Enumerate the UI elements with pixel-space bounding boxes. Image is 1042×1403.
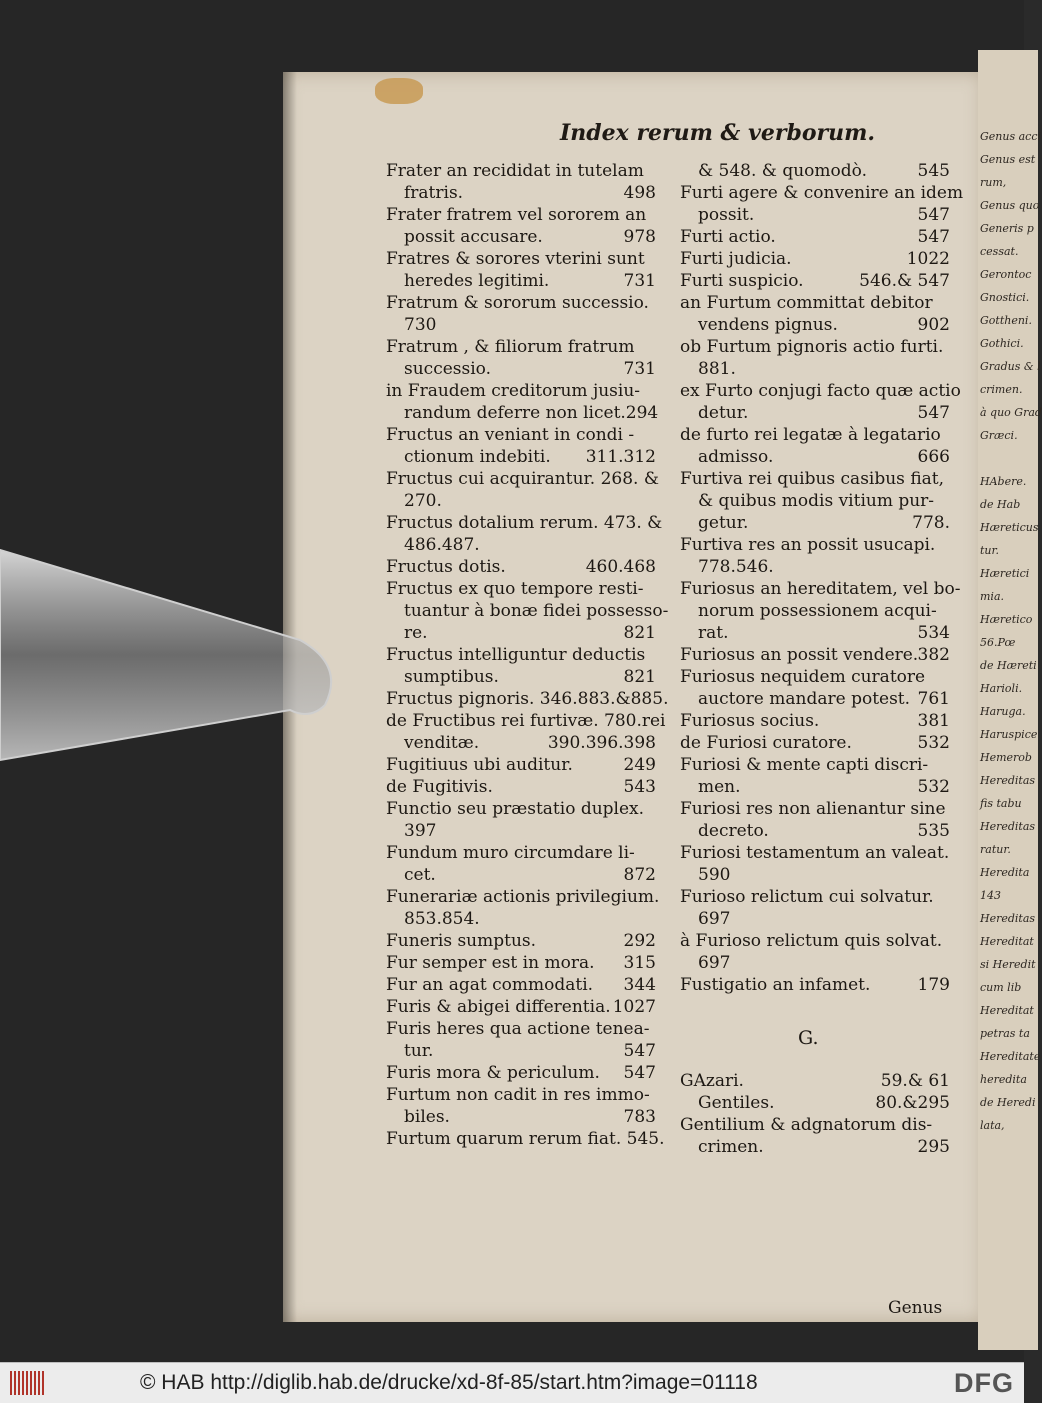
- index-entry: [386, 556, 656, 578]
- index-entry: [386, 732, 656, 754]
- index-entry: [386, 1106, 656, 1128]
- entry-text: 730: [404, 315, 437, 335]
- index-entry: [386, 864, 656, 886]
- entry-text: fratris.: [404, 183, 464, 203]
- entry-text: Furti actio.: [680, 227, 776, 247]
- index-entry: [680, 908, 950, 930]
- index-entry: [680, 270, 950, 292]
- entry-text: Frater an recididat in tutelam: [386, 161, 644, 181]
- entry-text: Fugitiuus ubi auditur.: [386, 755, 573, 775]
- index-column-left: [386, 160, 669, 1150]
- entry-page-ref: 498: [623, 183, 656, 203]
- index-entry: [386, 820, 656, 842]
- index-entry: [386, 512, 663, 534]
- entry-page-ref: 872: [623, 865, 656, 885]
- entry-text: Furti judicia.: [680, 249, 792, 269]
- entry-page-ref: 666: [917, 447, 950, 467]
- entry-page-ref: 381: [917, 711, 950, 731]
- index-entry: [680, 402, 950, 424]
- index-entry: [680, 446, 950, 468]
- entry-text: venditæ.: [404, 733, 480, 753]
- entry-text: Furis heres qua actione tenea-: [386, 1019, 650, 1039]
- facing-page-fragment: ratur.: [980, 843, 1011, 856]
- facing-page-fragment: HAbere.: [980, 475, 1027, 488]
- index-entry: [680, 336, 950, 358]
- entry-text: GAzari.: [680, 1071, 744, 1091]
- index-entry: [680, 556, 950, 578]
- hab-barcode-icon: [10, 1371, 44, 1395]
- index-column-right: [680, 160, 964, 996]
- index-entry: [680, 754, 950, 776]
- index-entry: [386, 204, 656, 226]
- index-entry: [386, 930, 656, 952]
- index-entry: [680, 358, 950, 380]
- facing-page-fragment: cum lib: [980, 981, 1022, 994]
- index-entry: [680, 842, 950, 864]
- index-entry: [386, 644, 656, 666]
- entry-text: de Fructibus rei furtivæ. 780.rei: [386, 711, 666, 731]
- index-entry: [386, 314, 656, 336]
- facing-page-fragment: heredita: [980, 1073, 1027, 1086]
- entry-text: Furti suspicio.: [680, 271, 804, 291]
- entry-text: Furti agere & convenire an idem: [680, 183, 964, 203]
- entry-text: cet.: [404, 865, 436, 885]
- entry-text: Furiosi testamentum an valeat.: [680, 843, 950, 863]
- entry-page-ref: 783: [623, 1107, 656, 1127]
- entry-text: Furtum non cadit in res immo-: [386, 1085, 650, 1105]
- facing-page-fragment: Gothici.: [980, 337, 1024, 350]
- entry-text: Fructus dotalium rerum. 473. &: [386, 513, 663, 533]
- index-entry: [386, 688, 669, 710]
- entry-text: men.: [698, 777, 741, 797]
- index-entry: [386, 600, 669, 622]
- facing-page-fragment: Græci.: [980, 429, 1018, 442]
- index-entry: [386, 578, 656, 600]
- index-entry: [386, 446, 656, 468]
- index-entry: [680, 424, 950, 446]
- entry-page-ref: 731: [623, 359, 656, 379]
- entry-text: decreto.: [698, 821, 769, 841]
- index-entry: [680, 776, 950, 798]
- entry-text: Gentilium & adgnatorum dis-: [680, 1115, 933, 1135]
- entry-page-ref: 1022: [906, 249, 950, 269]
- facing-page-fragment: Generis p: [980, 222, 1034, 235]
- entry-text: 778.546.: [698, 557, 774, 577]
- entry-text: possit accusare.: [404, 227, 543, 247]
- facing-page-fragment: Harioli.: [980, 682, 1023, 695]
- facing-page-fragment: de Heredi: [980, 1096, 1036, 1109]
- entry-page-ref: 80.&295: [875, 1093, 950, 1113]
- entry-text: Fructus dotis.: [386, 557, 506, 577]
- entry-page-ref: 292: [623, 931, 656, 951]
- entry-text: heredes legitimi.: [404, 271, 550, 291]
- entry-page-ref: 547: [623, 1063, 656, 1083]
- facing-page-fragment: Hereditas: [980, 774, 1036, 787]
- entry-text: Fructus cui acquirantur. 268. &: [386, 469, 659, 489]
- index-entry: [386, 468, 659, 490]
- facing-page-fragment: lata,: [980, 1119, 1005, 1132]
- entry-text: getur.: [698, 513, 749, 533]
- entry-text: norum possessionem acqui-: [698, 601, 937, 621]
- facing-page-fragment: Hereditat: [980, 1004, 1034, 1017]
- index-entry: [680, 820, 950, 842]
- facing-page-edge: [978, 50, 1042, 1350]
- entry-text: Fratrum , & filiorum fratrum: [386, 337, 635, 357]
- entry-page-ref: 547: [917, 227, 950, 247]
- entry-page-ref: 545: [917, 161, 950, 181]
- entry-text: Furtiva rei quibus casibus fiat,: [680, 469, 945, 489]
- facing-page-fragment: Hæretico: [980, 613, 1033, 626]
- index-entry: [680, 600, 950, 622]
- facing-page-fragment: Genus acci: [980, 130, 1042, 143]
- entry-text: Furiosi res non alienantur sine: [680, 799, 946, 819]
- facing-page-fragment: Hereditas: [980, 820, 1036, 833]
- entry-text: Fructus ex quo tempore resti-: [386, 579, 644, 599]
- index-entry: [386, 908, 656, 930]
- entry-text: sumptibus.: [404, 667, 499, 687]
- entry-text: Furiosi & mente capti discri-: [680, 755, 929, 775]
- index-entry: [680, 226, 950, 248]
- entry-page-ref: 778.: [912, 513, 950, 533]
- index-entry: [680, 886, 950, 908]
- index-entry: [680, 468, 950, 490]
- entry-text: successio.: [404, 359, 492, 379]
- index-entry: [386, 952, 656, 974]
- entry-page-ref: 344: [623, 975, 656, 995]
- facing-page-fragment: Hereditas: [980, 912, 1036, 925]
- entry-text: 397: [404, 821, 437, 841]
- index-entry: [680, 182, 964, 204]
- entry-text: Fructus pignoris. 346.883.&885.: [386, 689, 669, 709]
- entry-text: Furis mora & periculum.: [386, 1063, 600, 1083]
- entry-text: Fur semper est in mora.: [386, 953, 595, 973]
- entry-text: an Furtum committat debitor: [680, 293, 933, 313]
- index-entry: [386, 996, 656, 1018]
- index-entry: [386, 534, 656, 556]
- entry-page-ref: 543: [623, 777, 656, 797]
- catchword: Genus: [888, 1298, 943, 1318]
- index-entry: [386, 1128, 665, 1150]
- facing-page-fragment: à quo Grad: [980, 406, 1042, 419]
- index-entry: [386, 886, 660, 908]
- entry-text: tur.: [404, 1041, 434, 1061]
- entry-text: 853.854.: [404, 909, 480, 929]
- facing-page-fragment: Gerontoc: [980, 268, 1032, 281]
- facing-page-fragment: 56.Pœ: [980, 636, 1016, 649]
- entry-text: Furioso relictum cui solvatur.: [680, 887, 934, 907]
- entry-text: possit.: [698, 205, 755, 225]
- index-entry: [680, 622, 950, 644]
- entry-text: Furiosus an hereditatem, vel bo-: [680, 579, 961, 599]
- index-entry: [680, 952, 950, 974]
- entry-page-ref: 978: [623, 227, 656, 247]
- facing-page-fragment: Hemerob: [980, 751, 1032, 764]
- entry-text: Furiosus an possit vendere.: [680, 645, 919, 665]
- index-entry: [386, 798, 656, 820]
- index-entry: [386, 1084, 656, 1106]
- entry-text: admisso.: [698, 447, 774, 467]
- facing-page-fragment: de Hæreti: [980, 659, 1037, 672]
- facing-page-fragment: Haruga.: [980, 705, 1026, 718]
- entry-page-ref: 546.& 547: [859, 271, 950, 291]
- entry-text: de Fugitivis.: [386, 777, 493, 797]
- entry-text: à Furioso relictum quis solvat.: [680, 931, 943, 951]
- index-entry: [680, 1136, 950, 1158]
- entry-text: Funeris sumptus.: [386, 931, 537, 951]
- index-entry: [386, 666, 656, 688]
- index-entry: [680, 732, 950, 754]
- entry-text: tuantur à bonæ fidei possesso-: [404, 601, 669, 621]
- index-entry: [680, 930, 950, 952]
- paper-stain: [375, 78, 423, 104]
- entry-text: vendens pignus.: [698, 315, 838, 335]
- entry-page-ref: 460.468: [585, 557, 656, 577]
- facing-page-fragment: petras ta: [980, 1027, 1030, 1040]
- entry-page-ref: 382: [917, 645, 950, 665]
- index-entry: [386, 160, 656, 182]
- entry-text: ctionum indebiti.: [404, 447, 551, 467]
- entry-text: in Fraudem creditorum jusiu-: [386, 381, 641, 401]
- entry-text: 697: [698, 909, 731, 929]
- index-entry: [386, 974, 656, 996]
- index-entry: [386, 424, 656, 446]
- index-entry: [386, 336, 656, 358]
- entry-text: 881.: [698, 359, 736, 379]
- index-entry: [680, 1092, 950, 1114]
- index-entry: [386, 226, 656, 248]
- entry-text: Fundum muro circumdare li-: [386, 843, 635, 863]
- index-entry: [680, 710, 950, 732]
- index-entry: [680, 578, 961, 600]
- index-entry: [386, 402, 659, 424]
- index-entry: [386, 270, 656, 292]
- entry-text: crimen.: [698, 1137, 764, 1157]
- index-g-entries: [680, 1070, 950, 1158]
- index-entry: [680, 292, 950, 314]
- index-entry: [680, 974, 950, 996]
- entry-text: ex Furto conjugi facto quæ actio: [680, 381, 961, 401]
- entry-text: biles.: [404, 1107, 450, 1127]
- entry-text: Frater fratrem vel sororem an: [386, 205, 647, 225]
- index-entry: [386, 776, 656, 798]
- entry-page-ref: 390.396.398: [547, 733, 656, 753]
- running-header: Index rerum & verborum.: [560, 120, 876, 146]
- index-entry: [680, 380, 961, 402]
- entry-page-ref: 902: [917, 315, 950, 335]
- index-entry: [386, 622, 656, 644]
- entry-page-ref: 295: [917, 1137, 950, 1157]
- entry-page-ref: 547: [623, 1041, 656, 1061]
- entry-page-ref: 761: [917, 689, 950, 709]
- entry-text: rat.: [698, 623, 729, 643]
- index-entry: [680, 490, 950, 512]
- index-entry: [386, 754, 656, 776]
- index-entry: [680, 864, 950, 886]
- footer-bar: [0, 1362, 1024, 1403]
- entry-page-ref: 547: [917, 403, 950, 423]
- facing-page-fragment: Gottheni.: [980, 314, 1032, 327]
- facing-page-fragment: tur.: [980, 544, 1000, 557]
- entry-page-ref: 532: [917, 733, 950, 753]
- index-entry: [386, 1040, 656, 1062]
- facing-page-fragment: Genus quo: [980, 199, 1040, 212]
- index-entry: [680, 314, 950, 336]
- index-entry: [680, 1070, 950, 1092]
- entry-text: Gentiles.: [698, 1093, 775, 1113]
- index-entry: [680, 512, 950, 534]
- facing-page-fragment: Hereditate: [980, 1050, 1041, 1063]
- index-entry: [386, 490, 656, 512]
- facing-page-fragment: rum,: [980, 176, 1007, 189]
- entry-text: de furto rei legatæ à legatario: [680, 425, 941, 445]
- facing-page-fragment: fis tabu: [980, 797, 1022, 810]
- index-entry: [680, 248, 950, 270]
- entry-page-ref: 1027: [612, 997, 656, 1017]
- entry-text: & 548. & quomodò.: [698, 161, 867, 181]
- index-entry: [680, 204, 950, 226]
- entry-page-ref: 547: [917, 205, 950, 225]
- index-entry: [386, 380, 656, 402]
- entry-page-ref: 315: [623, 953, 656, 973]
- entry-text: & quibus modis vitium pur-: [698, 491, 935, 511]
- index-entry: [386, 292, 656, 314]
- entry-text: 590: [698, 865, 731, 885]
- facing-page-fragment: Heredita: [980, 866, 1030, 879]
- index-entry: [680, 160, 950, 182]
- entry-text: 697: [698, 953, 731, 973]
- entry-page-ref: 179: [917, 975, 950, 995]
- entry-text: re.: [404, 623, 428, 643]
- entry-page-ref: 532: [917, 777, 950, 797]
- entry-text: Fur an agat commodati.: [386, 975, 594, 995]
- entry-page-ref: 311.312: [585, 447, 656, 467]
- entry-text: Funerariæ actionis privilegium.: [386, 887, 660, 907]
- facing-page-fragment: si Heredit: [980, 958, 1036, 971]
- entry-text: ob Furtum pignoris actio furti.: [680, 337, 944, 357]
- facing-page-fragment: Hæretici: [980, 567, 1030, 580]
- index-entry: [386, 248, 656, 270]
- facing-page-fragment: Genus est: [980, 153, 1036, 166]
- entry-page-ref: 534: [917, 623, 950, 643]
- entry-text: Functio seu præstatio duplex.: [386, 799, 645, 819]
- entry-text: detur.: [698, 403, 749, 423]
- glass-pointer: [0, 520, 360, 780]
- source-url[interactable]: © HAB http://diglib.hab.de/drucke/xd-8f-85/start.htm?image=01118: [140, 1371, 758, 1394]
- facing-page-fragment: Gradus & l: [980, 360, 1041, 373]
- facing-page-fragment: mia.: [980, 590, 1005, 603]
- dfg-logo: DFG: [954, 1368, 1014, 1398]
- entry-page-ref: 731: [623, 271, 656, 291]
- entry-text: Fructus intelliguntur deductis: [386, 645, 646, 665]
- entry-page-ref: 535: [917, 821, 950, 841]
- entry-page-ref: 59.& 61: [880, 1071, 950, 1091]
- entry-page-ref: 821: [623, 623, 656, 643]
- index-entry: [680, 1114, 950, 1136]
- facing-page-fragment: cessat.: [980, 245, 1019, 258]
- index-entry: [386, 1062, 656, 1084]
- entry-text: Fructus an veniant in condi -: [386, 425, 635, 445]
- index-entry: [680, 534, 950, 556]
- entry-text: Furiosus nequidem curatore: [680, 667, 926, 687]
- index-entry: [386, 182, 656, 204]
- entry-text: auctore mandare potest.: [698, 689, 911, 709]
- facing-page-fragment: Haruspice: [980, 728, 1038, 741]
- entry-text: randum deferre non licet.294: [404, 403, 659, 423]
- facing-page-fragment: Hæreticus: [980, 521, 1039, 534]
- entry-text: Furtum quarum rerum fiat. 545.: [386, 1129, 665, 1149]
- entry-text: Furiosus socius.: [680, 711, 820, 731]
- facing-page-fragment: 143: [980, 889, 1001, 902]
- index-entry: [680, 666, 950, 688]
- index-entry: [386, 358, 656, 380]
- entry-text: 486.487.: [404, 535, 480, 555]
- index-entry: [680, 798, 950, 820]
- index-entry: [386, 710, 666, 732]
- index-entry: [680, 688, 950, 710]
- entry-text: de Furiosi curatore.: [680, 733, 852, 753]
- entry-text: Furtiva res an possit usucapi.: [680, 535, 936, 555]
- entry-text: Fratres & sorores vterini sunt: [386, 249, 645, 269]
- facing-page-fragment: Gnostici.: [980, 291, 1030, 304]
- index-entry: [386, 1018, 656, 1040]
- entry-text: Furis & abigei differentia.: [386, 997, 611, 1017]
- index-entry: [386, 842, 656, 864]
- index-entry: [680, 644, 950, 666]
- entry-text: Fratrum & sororum successio.: [386, 293, 649, 313]
- entry-page-ref: 821: [623, 667, 656, 687]
- section-letter: G.: [798, 1027, 819, 1049]
- entry-text: Fustigatio an infamet.: [680, 975, 871, 995]
- entry-text: 270.: [404, 491, 442, 511]
- facing-page-fragment: de Hab: [980, 498, 1021, 511]
- entry-page-ref: 249: [623, 755, 656, 775]
- facing-page-fragment: Hereditat: [980, 935, 1034, 948]
- facing-page-fragment: crimen.: [980, 383, 1023, 396]
